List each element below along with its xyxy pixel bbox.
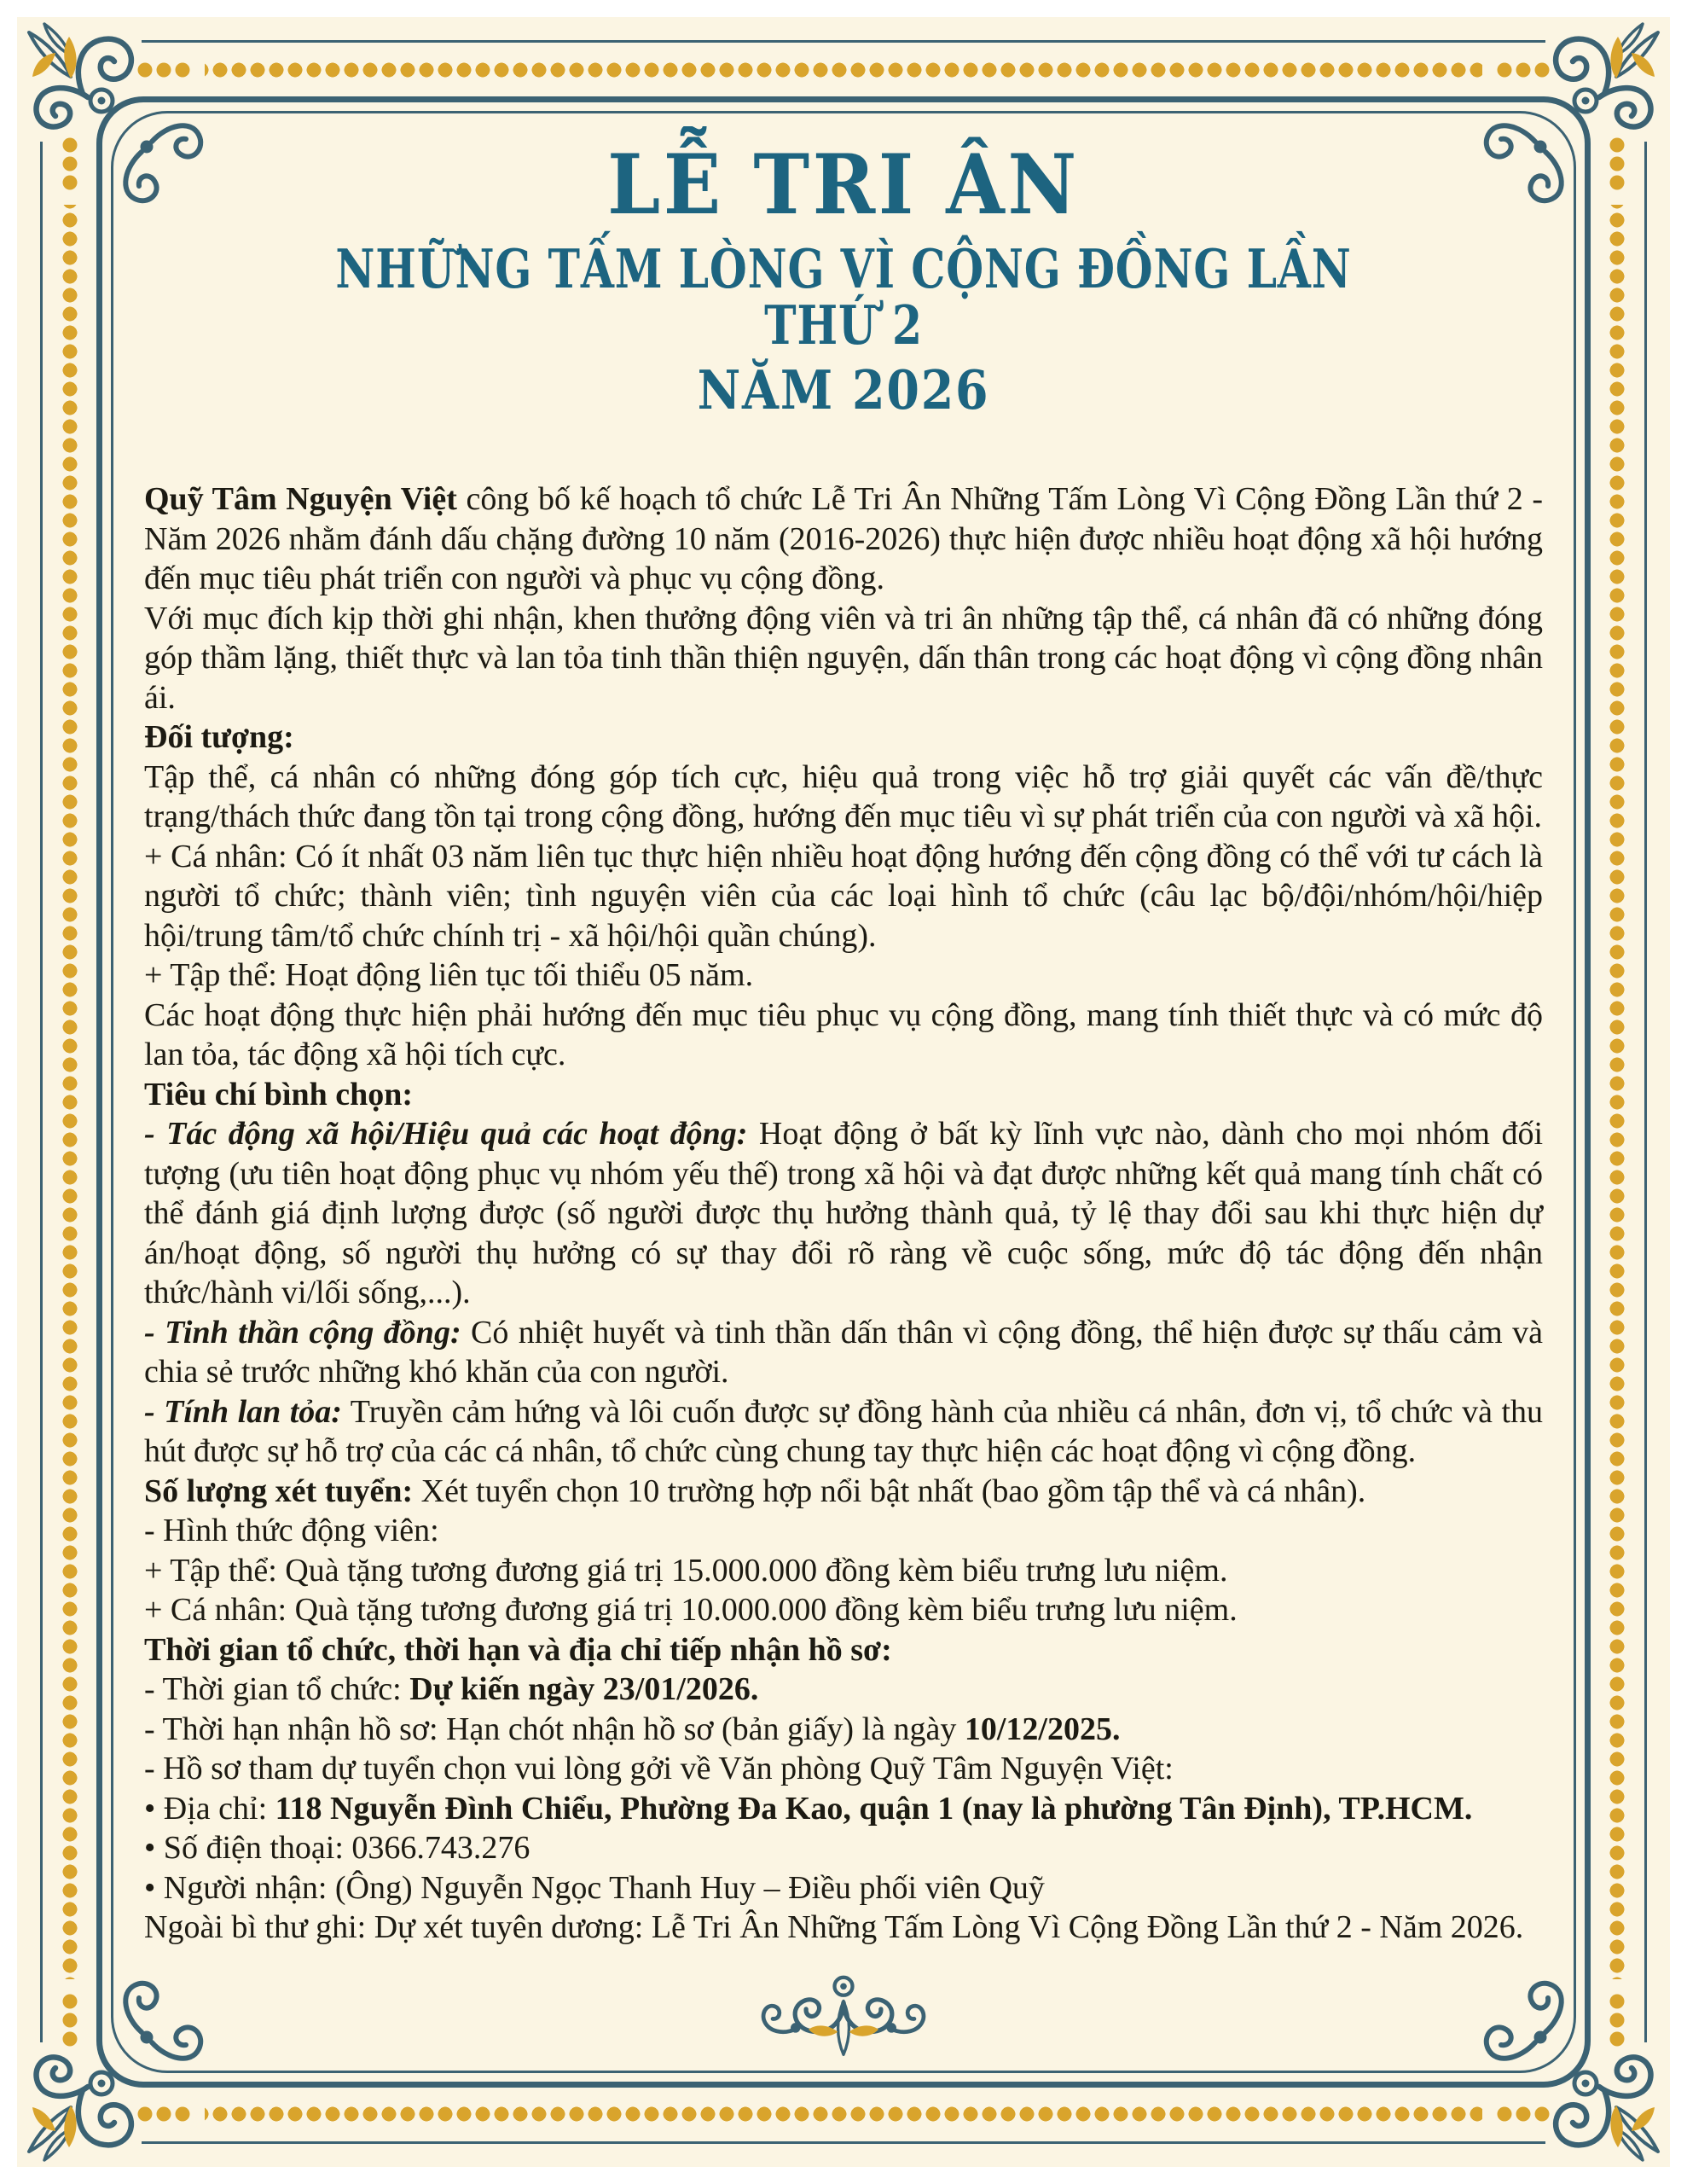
text-run: - Tác động xã hội/Hiệu quả các hoạt động: [144,1116,748,1153]
text-run: Với mục đích kịp thời ghi nhận, khen thưởng động viên và tri ân những tập thể, cá nhân đã có những đóng góp thầm lặng, thiết thực và lan tỏa tinh thần thiện nguyện, dấn thân trong các hoạt động vì cộng đồng nhân ái. [144,600,1543,716]
text-run: Dự kiến ngày 23/01/2026. [409,1671,759,1708]
text-run: Quỹ Tâm Nguyện Việt [144,481,457,518]
paragraph [144,1868,1543,1908]
frame-dotted-border-top [192,62,1495,78]
corner-flourish-icon-bottom-left [0,1979,205,2184]
frame-inner-line-right [1574,196,1576,1988]
paragraph [144,1075,1543,1115]
page-title: LỄ TRI ÂN [607,136,1080,233]
text-run: công bố kế hoạch tổ chức Lễ Tri Ân Những Tấm Lòng Vì Cộng Đồng Lần thứ 2 - Năm 2026 nhằm đánh dấu chặng đường 10 năm (2016-2026) thực hiện được nhiều hoạt động xã hội hướng đến mục tiêu phát triển con người và phục vụ cộng đồng. [144,481,1543,597]
document-content [144,119,1543,1948]
frame-dotted-border-left [62,192,78,1992]
text-run: - Tính lan tỏa: [144,1393,342,1430]
paragraph [144,837,1543,956]
paragraph [144,599,1543,718]
frame-outer-line-right [1644,139,1647,2045]
frame-thick-line-top [196,96,1491,102]
text-run: Hoạt động ở bất kỳ lĩnh vực nào, dành cho mọi nhóm đối tượng (ưu tiên hoạt động phục vụ nhóm yếu thế) trong xã hội và đạt được những kết quả mang tính chất có thể đánh giá định lượng được (số người được thụ hưởng thành quả, tỷ lệ thay đổi sau khi thực hiện dự án/hoạt động, số người thụ hưởng có sự thay đổi rõ ràng về cuộc sống, mức độ tác động đến nhận thức/hành vi/lối sống,...). [144,1116,1543,1311]
page-subtitle: NHỮNG TẤM LÒNG VÌ CỘNG ĐỒNG LẦN THỨ 2 [335,236,1352,357]
text-run: • Số điện thoại: 0366.743.276 [144,1830,530,1867]
paragraph [144,1590,1543,1630]
text-run: Số lượng xét tuyển: [144,1472,414,1509]
text-run: 118 Nguyễn Đình Chiểu, Phường Đa Kao, quận 1 (nay là phường Tân Định), TP.HCM. [275,1790,1473,1827]
paragraph [144,1908,1543,1948]
frame-outer-line-top [139,40,1548,43]
text-run: - Tinh thần cộng đồng: [144,1314,461,1350]
text-run: + Tập thể: Quà tặng tương đương giá trị 15.000.000 đồng kèm biểu trưng lưu niệm. [144,1552,1228,1589]
paragraph [144,1630,1543,1670]
text-run: + Cá nhân: Có ít nhất 03 năm liên tục thực hiện nhiều hoạt động hướng đến cộng đồng có thể với tư cách là người tổ chức; thành viên; tình nguyện viên của các loại hình tổ chức (câu lạc bộ/đội/nhóm/hội/hiệp hội/trung tâm/tổ chức chính trị - xã hội/hội quần chúng). [144,838,1543,954]
paragraph [144,996,1543,1075]
frame-dotted-border-right [1609,192,1625,1992]
paragraph [144,1828,1543,1868]
paragraph [144,1511,1543,1551]
corner-flourish-icon-bottom-right [1482,1979,1687,2184]
frame-inner-line-left [111,196,113,1988]
page-subtitle-year: NĂM 2026 [697,358,990,422]
paragraph [144,1710,1543,1750]
text-run: - Hình thức động viên: [144,1513,439,1549]
frame-thick-line-right [1585,196,1591,1988]
divider-flourish-icon [722,1954,965,2064]
frame-dotted-border-bottom [192,2106,1495,2122]
text-run: 10/12/2025. [964,1711,1121,1747]
text-run: Tiêu chí bình chọn: [144,1076,414,1112]
text-run: - Hồ sơ tham dự tuyển chọn vui lòng gởi về Văn phòng Quỹ Tâm Nguyện Việt: [144,1751,1174,1787]
text-run: Đối tượng: [144,719,294,756]
text-run: • Người nhận: (Ông) Nguyễn Ngọc Thanh Huy – Điều phối viên Quỹ [144,1869,1045,1906]
text-run: Thời gian tổ chức, thời hạn và địa chỉ tiếp nhận hồ sơ: [144,1631,892,1668]
paragraph [144,956,1543,996]
paragraph [144,1392,1543,1472]
text-run: Xét tuyển chọn 10 trường hợp nổi bật nhất (bao gồm tập thể và cá nhân). [413,1472,1366,1509]
paragraph [144,758,1543,837]
text-run: Ngoài bì thư ghi: Dự xét tuyên dương: Lễ Tri Ân Những Tấm Lòng Vì Cộng Đồng Lần thứ 2 - Năm 2026. [144,1909,1524,1946]
frame-inner-line-top [196,111,1491,113]
paragraph [144,1114,1543,1313]
frame-thick-line-bottom [196,2082,1491,2088]
text-run: Các hoạt động thực hiện phải hướng đến mục tiêu phục vụ cộng đồng, mang tính thiết thực và có mức độ lan tỏa, tác động xã hội tích cực. [144,996,1543,1073]
paragraph [144,479,1543,599]
text-run: Truyền cảm hứng và lôi cuốn được sự đồng hành của nhiều cá nhân, đơn vị, tổ chức và thu hút được sự hỗ trợ của các cá nhân, tổ chức cùng chung tay thực hiện các hoạt động vì cộng đồng. [144,1393,1543,1470]
text-run: Tập thể, cá nhân có những đóng góp tích cực, hiệu quả trong việc hỗ trợ giải quyết các vấn đề/thực trạng/thách thức đang tồn tại trong cộng đồng, hướng đến mục tiêu vì sự phát triển của con người và xã hội. [144,758,1543,835]
text-run: + Tập thể: Hoạt động liên tục tối thiểu 05 năm. [144,957,754,994]
paragraph [144,717,1543,758]
frame-outer-line-left [40,139,43,2045]
paragraph [144,1789,1543,1829]
paragraph [144,1551,1543,1591]
paragraph [144,1472,1543,1512]
text-run: - Thời gian tổ chức: [144,1671,410,1708]
paragraph [144,1749,1543,1789]
paragraph [144,1670,1543,1710]
frame-thick-line-left [96,196,102,1988]
document-body [144,479,1543,1948]
text-run: + Cá nhân: Quà tặng tương đương giá trị 10.000.000 đồng kèm biểu trưng lưu niệm. [144,1592,1238,1629]
paragraph [144,1313,1543,1392]
text-run: Có nhiệt huyết và tinh thần dấn thân vì cộng đồng, thể hiện được sự thấu cảm và chia sẻ trước những khó khăn của con người. [144,1314,1543,1391]
text-run: • Địa chỉ: [144,1790,275,1827]
frame-outer-line-bottom [139,2141,1548,2144]
frame-inner-line-bottom [196,2071,1491,2073]
text-run: - Thời hạn nhận hồ sơ: Hạn chót nhận hồ sơ (bản giấy) là ngày [144,1711,965,1747]
